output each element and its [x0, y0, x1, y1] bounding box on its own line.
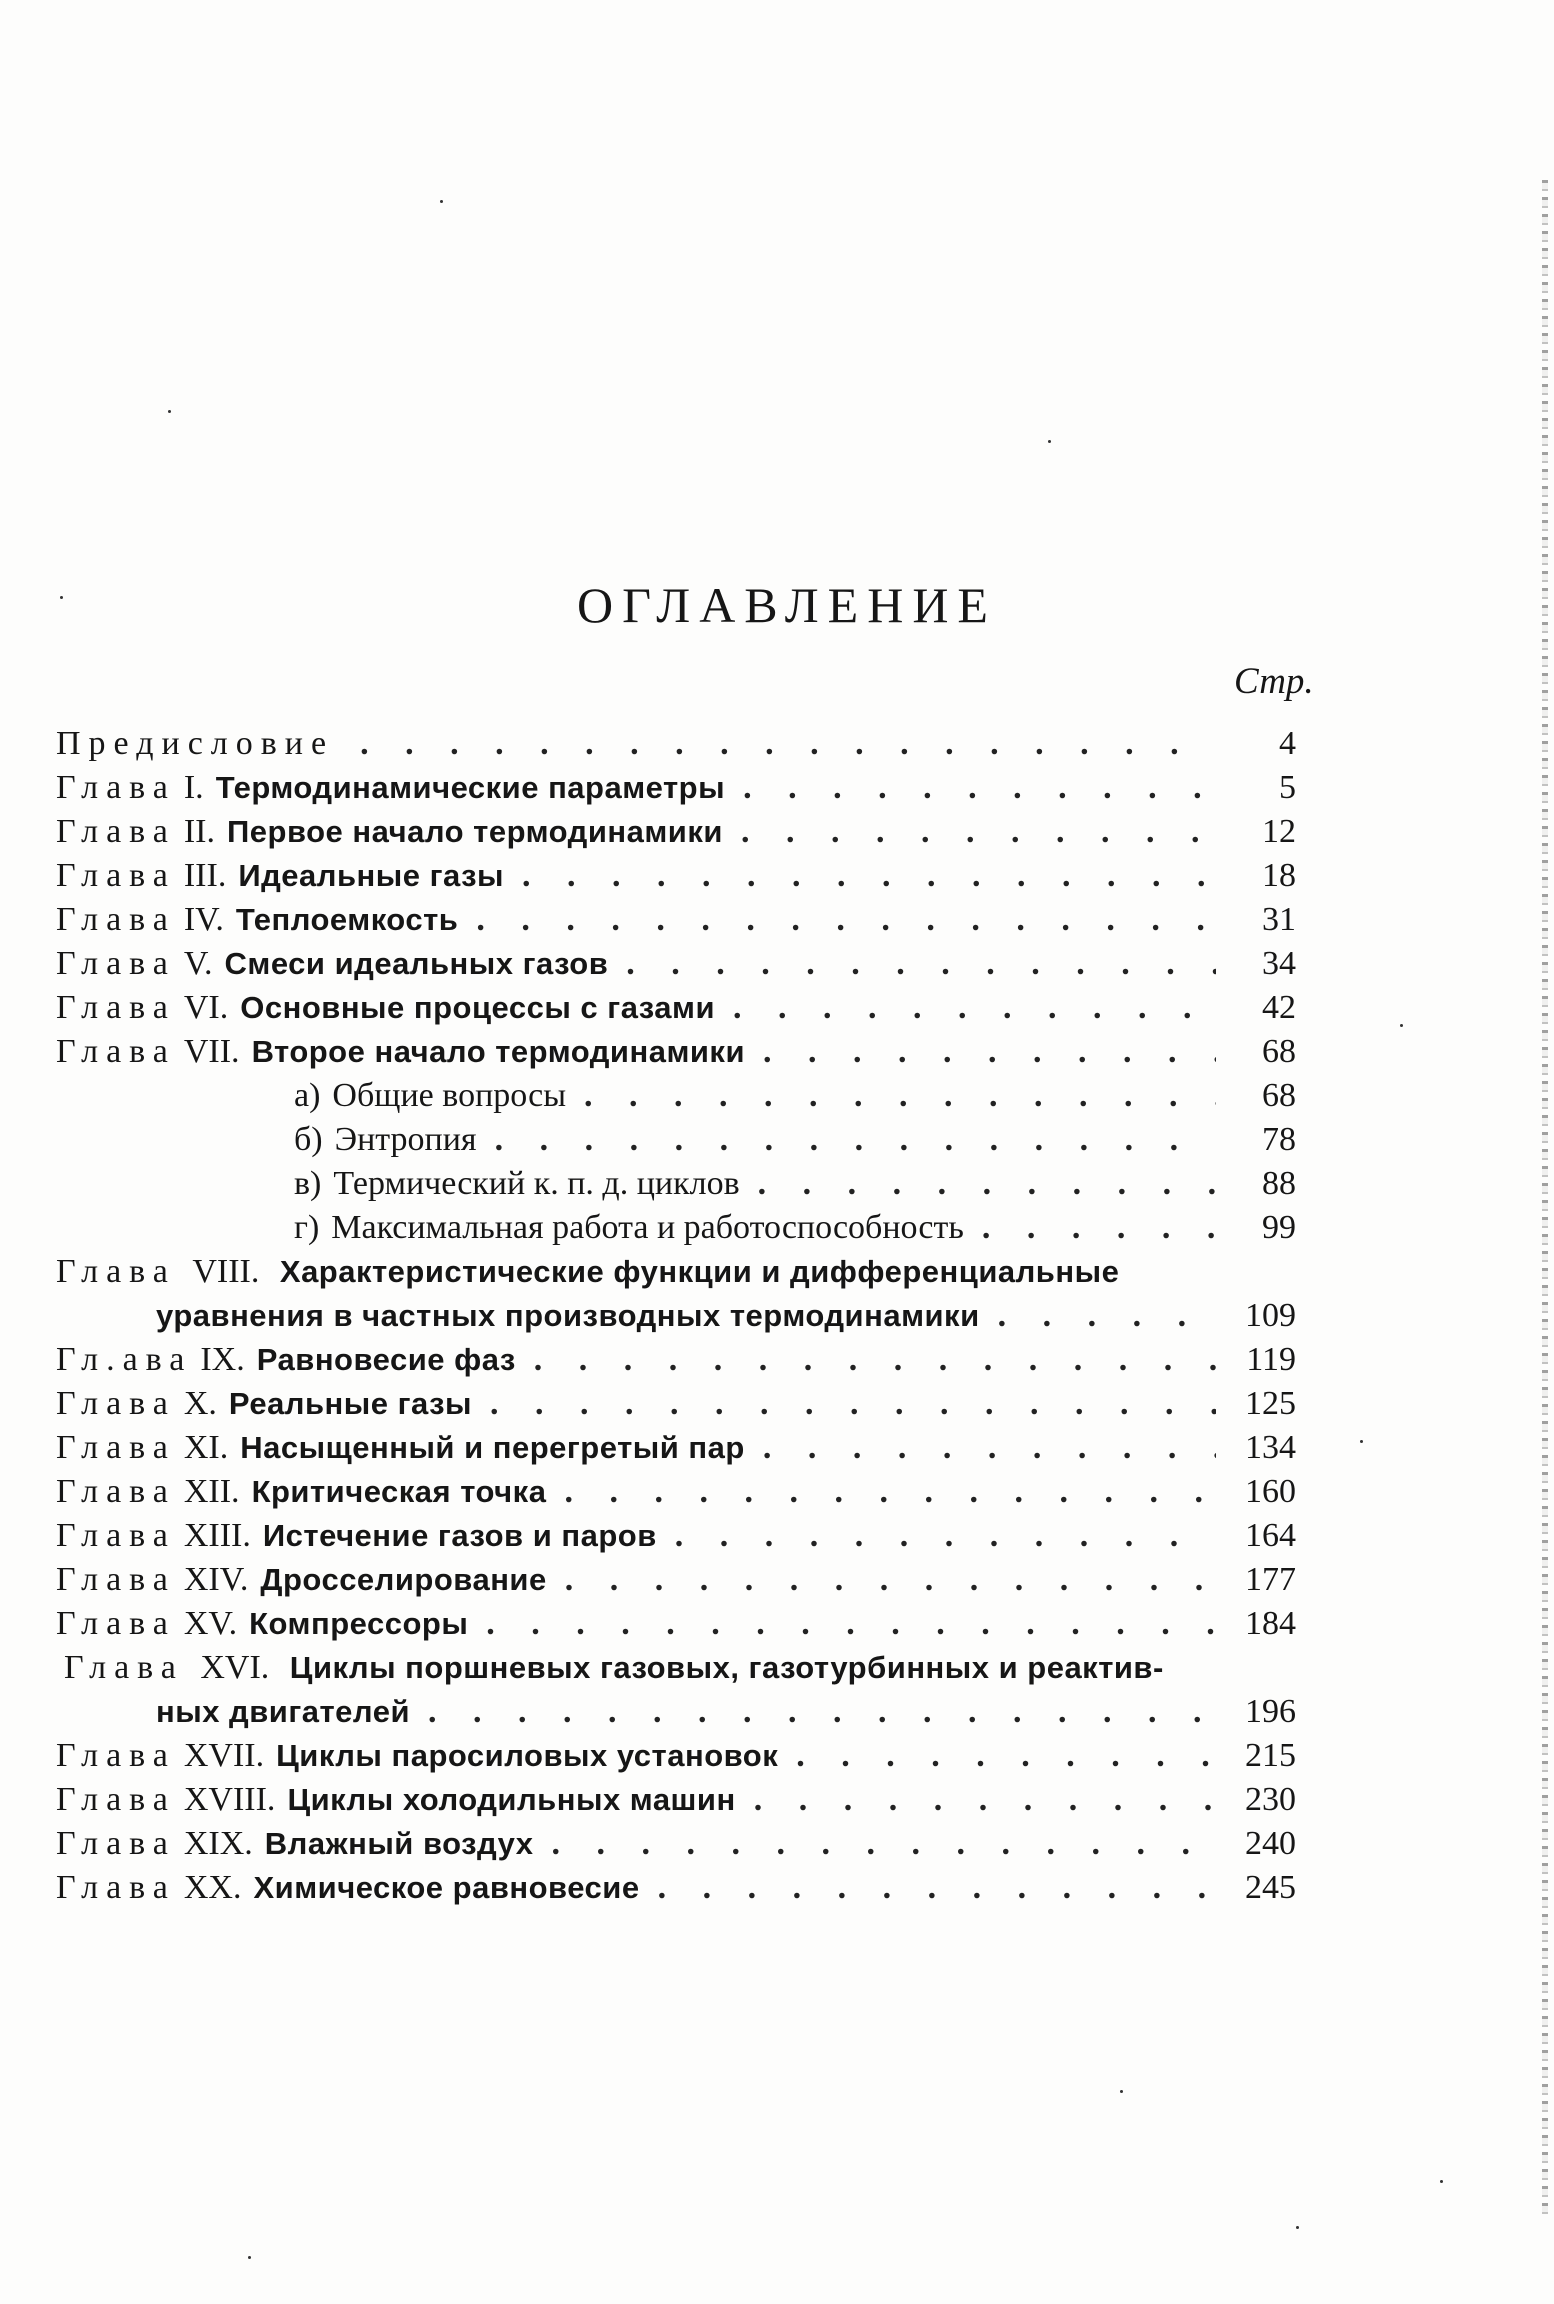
page-number: 240: [1245, 1825, 1296, 1862]
toc-heading: ОГЛАВЛЕНИЕ: [577, 577, 997, 633]
entry-first-line: [56, 1250, 1296, 1294]
entry-prefix: Глава: [56, 1253, 176, 1290]
section-mark: г): [294, 1209, 320, 1246]
toc-entry-chapter[interactable]: [56, 1822, 1296, 1866]
entry-second-line: [56, 1690, 1296, 1734]
entry-prefix: Глава: [56, 813, 176, 850]
dot-leader: [626, 942, 1216, 986]
chapter-number: V.: [183, 945, 213, 982]
page-column-label: Стр.: [1234, 661, 1314, 702]
chapter-title: Циклы холодильных машин: [287, 1782, 736, 1817]
toc-entry-chapter[interactable]: [56, 810, 1296, 854]
entry-prefix: Глава: [56, 857, 176, 894]
toc-entry-chapter-multiline[interactable]: [56, 1646, 1296, 1734]
toc-entry-section[interactable]: [56, 1162, 1296, 1206]
chapter-title: Влажный воздух: [264, 1826, 534, 1861]
page-number: 4: [1279, 725, 1296, 762]
chapter-title-line2: уравнения в частных производных термодинамики: [156, 1298, 980, 1333]
section-mark: в): [294, 1165, 322, 1202]
entry-prefix: Глава: [56, 945, 176, 982]
chapter-title-line1: Циклы поршневых газовых, газотурбинных и реактив-: [289, 1650, 1164, 1685]
chapter-number: IV.: [183, 901, 224, 938]
dot-leader: [584, 1074, 1216, 1118]
dot-leader: [476, 898, 1216, 942]
page-number: 196: [1245, 1693, 1296, 1730]
chapter-number: XX.: [183, 1869, 242, 1906]
chapter-title: Второе начало термодинамики: [251, 1034, 746, 1069]
entry-prefix: Глава: [56, 769, 176, 806]
toc-entry-preface[interactable]: [56, 722, 1296, 766]
entry-prefix: Гл.ава: [56, 1341, 193, 1378]
page-number: 230: [1245, 1781, 1296, 1818]
dot-leader: [564, 1470, 1216, 1514]
toc-entry-chapter[interactable]: [56, 1030, 1296, 1074]
page-number: 125: [1245, 1385, 1296, 1422]
chapter-number: III.: [183, 857, 227, 894]
section-mark: б): [294, 1121, 323, 1158]
toc-entry-chapter[interactable]: [56, 942, 1296, 986]
entry-prefix: Предисловие: [56, 725, 335, 762]
section-mark: а): [294, 1077, 321, 1114]
chapter-number: VIII.: [192, 1253, 260, 1290]
toc-entry-section[interactable]: [56, 1074, 1296, 1118]
toc-entry-chapter[interactable]: [56, 1470, 1296, 1514]
page-number: 245: [1245, 1869, 1296, 1906]
scan-speck: [440, 200, 443, 203]
entry-prefix: Глава: [56, 1385, 176, 1422]
page-number: 42: [1262, 989, 1296, 1026]
chapter-number: II.: [183, 813, 216, 850]
entry-prefix: Глава: [56, 1737, 176, 1774]
page-number: 18: [1262, 857, 1296, 894]
page-number: 12: [1262, 813, 1296, 850]
section-title: Общие вопросы: [332, 1077, 567, 1114]
entry-prefix: Глава: [56, 1473, 176, 1510]
dot-leader: [754, 1778, 1216, 1822]
toc-entry-chapter[interactable]: [56, 1602, 1296, 1646]
section-title: Максимальная работа и работоспособность: [331, 1209, 964, 1246]
chapter-number: IX.: [200, 1341, 245, 1378]
toc-entry-chapter[interactable]: [56, 1382, 1296, 1426]
chapter-title: Истечение газов и паров: [262, 1518, 657, 1553]
page-number: 68: [1262, 1077, 1296, 1114]
chapter-number: X.: [183, 1385, 217, 1422]
dot-leader: [658, 1866, 1216, 1910]
dot-leader: [486, 1602, 1216, 1646]
dot-leader: [675, 1514, 1216, 1558]
toc-entry-chapter-multiline[interactable]: [56, 1250, 1296, 1338]
scan-edge-artifact: [1542, 180, 1548, 2220]
dot-leader: [495, 1118, 1216, 1162]
page-number: 34: [1262, 945, 1296, 982]
page-number: 134: [1245, 1429, 1296, 1466]
chapter-number: XIV.: [183, 1561, 249, 1598]
toc-entry-chapter[interactable]: [56, 1338, 1296, 1382]
toc-entry-chapter[interactable]: [56, 1734, 1296, 1778]
toc-entry-chapter[interactable]: [56, 1426, 1296, 1470]
entry-prefix: Глава: [56, 1517, 176, 1554]
chapter-title: Равновесие фаз: [256, 1342, 516, 1377]
chapter-number: XVII.: [183, 1737, 265, 1774]
page-number: 99: [1262, 1209, 1296, 1246]
section-title: Энтропия: [334, 1121, 477, 1158]
chapter-title: Теплоемкость: [235, 902, 459, 937]
page-number: 215: [1245, 1737, 1296, 1774]
page-number: 184: [1245, 1605, 1296, 1642]
dot-leader: [534, 1338, 1216, 1382]
entry-prefix: Глава: [56, 1605, 176, 1642]
section-title: Термический к. п. д. циклов: [333, 1165, 740, 1202]
page-number: 88: [1262, 1165, 1296, 1202]
dot-leader: [490, 1382, 1216, 1426]
chapter-title: Идеальные газы: [238, 858, 504, 893]
chapter-title: Смеси идеальных газов: [224, 946, 609, 981]
page-number: 78: [1262, 1121, 1296, 1158]
dot-leader: [565, 1558, 1216, 1602]
scan-speck: [1440, 2180, 1443, 2183]
entry-prefix: Глава: [64, 1649, 184, 1686]
table-of-contents: [56, 722, 1296, 1910]
page-number: 5: [1279, 769, 1296, 806]
chapter-number: XV.: [183, 1605, 238, 1642]
dot-leader: [428, 1690, 1216, 1734]
dot-leader: [763, 1030, 1216, 1074]
chapter-number: XIX.: [183, 1825, 253, 1862]
chapter-title: Циклы паросиловых установок: [276, 1738, 779, 1773]
chapter-title: Первое начало термодинамики: [227, 814, 723, 849]
dot-leader: [763, 1426, 1216, 1470]
chapter-number: XI.: [183, 1429, 229, 1466]
chapter-title: Дросселирование: [260, 1562, 547, 1597]
toc-entry-chapter[interactable]: [56, 766, 1296, 810]
chapter-title: Критическая точка: [251, 1474, 547, 1509]
toc-entry-chapter[interactable]: [56, 854, 1296, 898]
scan-speck: [248, 2256, 251, 2259]
chapter-number: XIII.: [183, 1517, 251, 1554]
dot-leader: [741, 810, 1216, 854]
dot-leader: [733, 986, 1216, 1030]
page-number: 164: [1245, 1517, 1296, 1554]
dot-leader: [743, 766, 1216, 810]
page-number: 177: [1245, 1561, 1296, 1598]
chapter-title: Реальные газы: [228, 1386, 473, 1421]
scan-speck: [1048, 440, 1051, 443]
entry-second-line: [56, 1294, 1296, 1338]
chapter-title: Компрессоры: [249, 1606, 469, 1641]
entry-prefix: Глава: [56, 1781, 176, 1818]
dot-leader: [551, 1822, 1216, 1866]
chapter-title-line2: ных двигателей: [156, 1694, 411, 1729]
entry-prefix: Глава: [56, 1429, 176, 1466]
toc-entry-chapter[interactable]: [56, 898, 1296, 942]
toc-entry-chapter[interactable]: [56, 1866, 1296, 1910]
chapter-title: Химическое равновесие: [253, 1870, 640, 1905]
entry-prefix: Глава: [56, 1869, 176, 1906]
dot-leader: [758, 1162, 1216, 1206]
toc-entry-section[interactable]: [56, 1206, 1296, 1250]
dot-leader: [982, 1206, 1216, 1250]
chapter-number: I.: [183, 769, 204, 806]
page-number: 31: [1262, 901, 1296, 938]
scan-speck: [1400, 1024, 1403, 1027]
entry-prefix: Глава: [56, 901, 176, 938]
toc-entry-chapter[interactable]: [56, 1514, 1296, 1558]
chapter-number: XVI.: [200, 1649, 270, 1686]
page-number: 119: [1246, 1341, 1296, 1378]
toc-entry-chapter[interactable]: [56, 1778, 1296, 1822]
chapter-number: VII.: [183, 1033, 240, 1070]
page-number: 160: [1245, 1473, 1296, 1510]
scan-speck: [1296, 2226, 1299, 2229]
dot-leader: [360, 722, 1216, 766]
scan-speck: [1360, 1440, 1363, 1443]
chapter-title: Насыщенный и перегретый пар: [240, 1430, 745, 1465]
chapter-title: Термодинамические параметры: [215, 770, 726, 805]
dot-leader: [522, 854, 1216, 898]
chapter-title-line1: Характеристические функции и дифференциальные: [279, 1254, 1120, 1289]
entry-prefix: Глава: [56, 1033, 176, 1070]
chapter-number: XVIII.: [183, 1781, 276, 1818]
dot-leader: [796, 1734, 1216, 1778]
toc-entry-chapter[interactable]: [56, 986, 1296, 1030]
entry-prefix: Глава: [56, 989, 176, 1026]
entry-first-line: [56, 1646, 1296, 1690]
entry-prefix: Глава: [56, 1825, 176, 1862]
chapter-number: XII.: [183, 1473, 240, 1510]
chapter-title: Основные процессы с газами: [240, 990, 716, 1025]
entry-prefix: Глава: [56, 1561, 176, 1598]
page-number: 68: [1262, 1033, 1296, 1070]
toc-entry-section[interactable]: [56, 1118, 1296, 1162]
scan-speck: [1120, 2090, 1123, 2093]
dot-leader: [998, 1294, 1216, 1338]
scan-speck: [168, 410, 171, 413]
chapter-number: VI.: [183, 989, 229, 1026]
toc-entry-chapter[interactable]: [56, 1558, 1296, 1602]
page-number: 109: [1245, 1297, 1296, 1334]
